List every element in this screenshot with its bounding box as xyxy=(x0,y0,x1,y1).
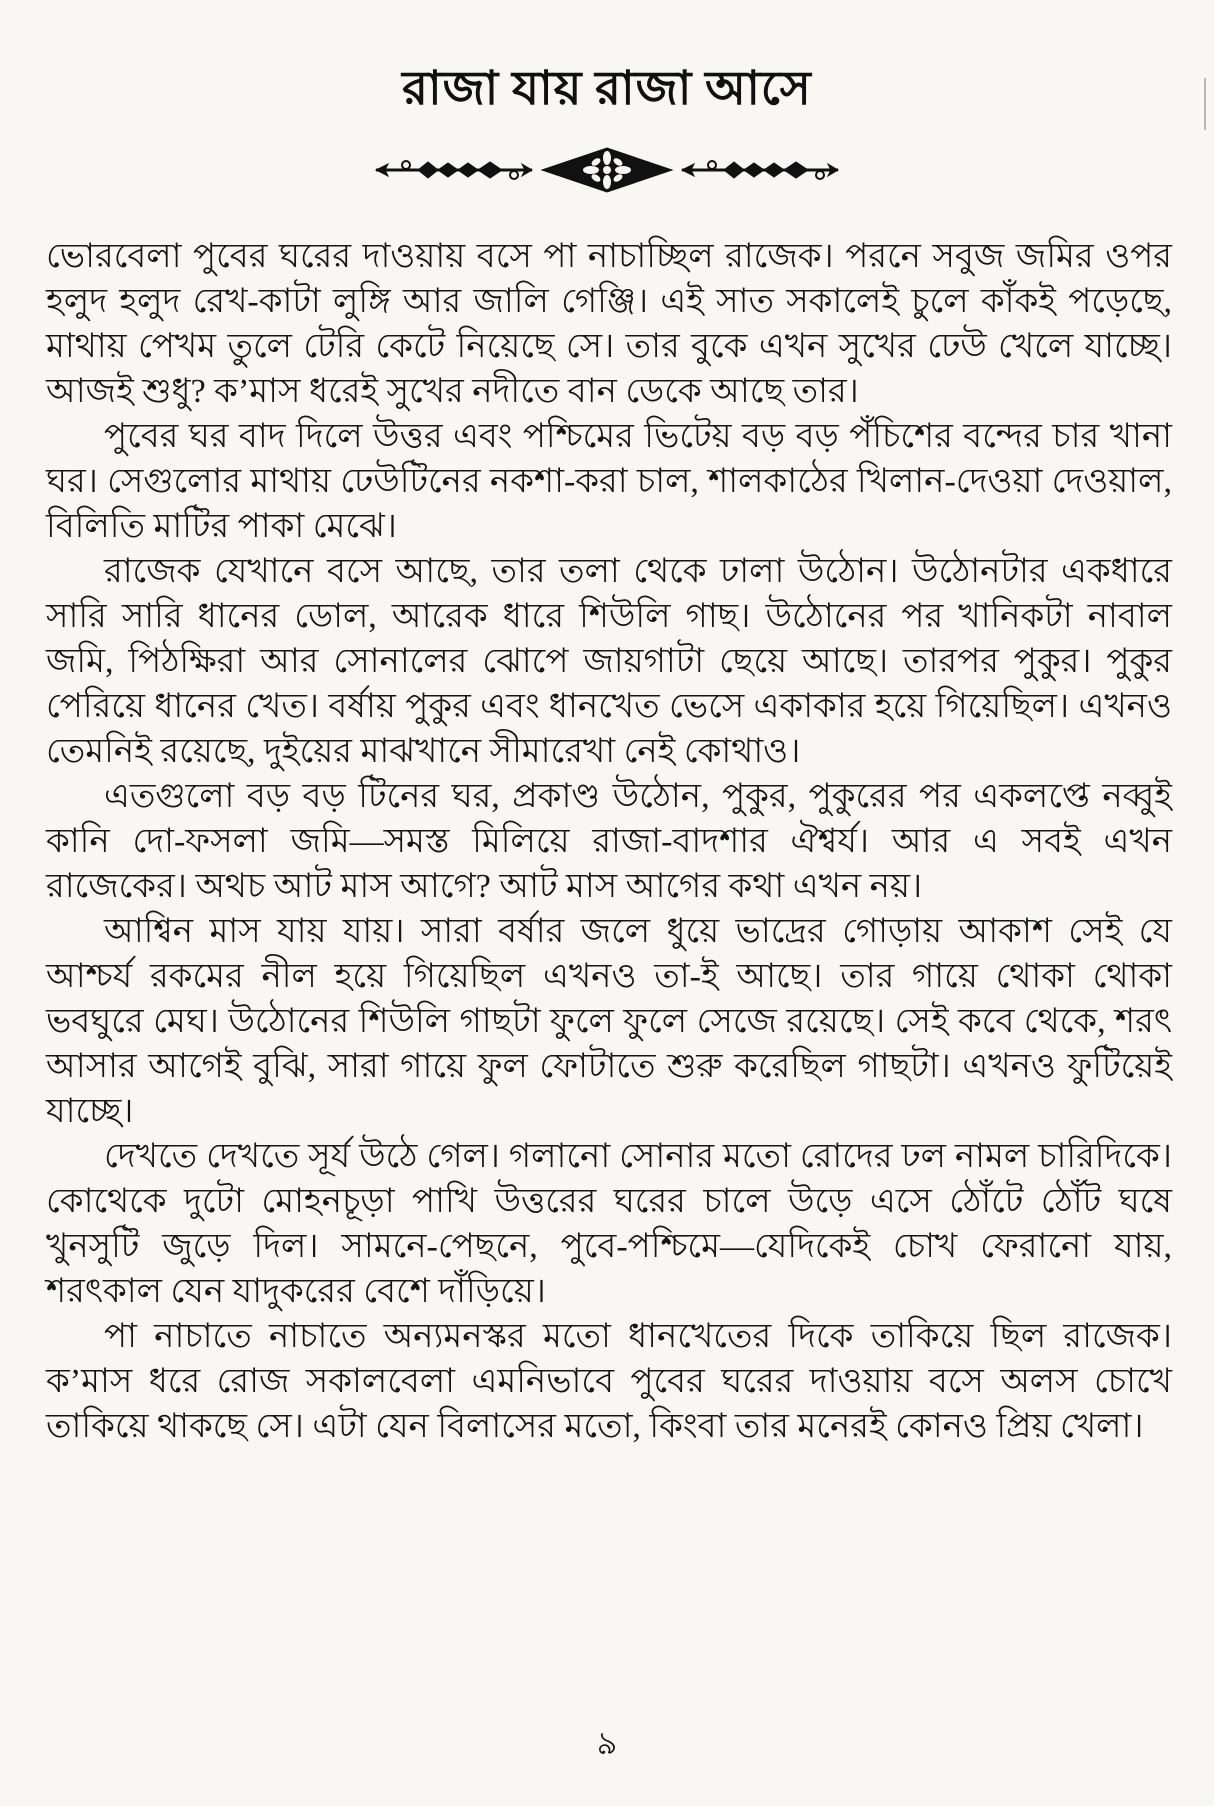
body-paragraph: ভোরবেলা পুবের ঘরের দাওয়ায় বসে পা নাচাচ্ছিল রাজেক। পরনে সবুজ জমির ওপর হলুদ হলুদ রেখ-কাটা লুঙ্গি আর জালি গেঞ্জি। এই সাত সকালেই চুলে কাঁকই পড়েছে, মাথায় পেখম তুলে টেরি কেটে নিয়েছে সে। তার বুকে এখন সুখের ঢেউ খেলে যাচ্ছে। আজই শুধু? ক’মাস ধরেই সুখের নদীতে বান ডেকে আছে তার। xyxy=(46,238,1172,410)
page-number: ৯ xyxy=(596,1725,618,1761)
body-paragraph: পা নাচাতে নাচাতে অন্যমনস্কর মতো ধানখেতের দিকে তাকিয়ে ছিল রাজেক। ক’মাস ধরে রোজ সকালবেলা এমনিভাবে পুবের ঘরের দাওয়ায় বসে অলস চোখে তাকিয়ে থাকছে সে। এটা যেন বিলাসের মতো, কিংবা তার মনেরই কোনও প্রিয় খেলা। xyxy=(46,1318,1172,1445)
body-paragraph: এতগুলো বড় বড় টিনের ঘর, প্রকাণ্ড উঠোন, পুকুর, পুকুরের পর একলপ্তে নব্বুই কানি দো-ফসলা জমি—সমস্ত মিলিয়ে রাজা-বাদশার ঐশ্বর্য। আর এ সবই এখন রাজেকের। অথচ আট মাস আগে? আট মাস আগের কথা এখন নয়। xyxy=(46,778,1172,905)
ornament-divider-icon xyxy=(372,144,842,196)
body-paragraph: দেখতে দেখতে সূর্য উঠে গেল। গলানো সোনার মতো রোদের ঢল নামল চারিদিকে। কোথেকে দুটো মোহনচূড়া পাখি উত্তরের ঘরের চালে উড়ে এসে ঠোঁটে ঠোঁট ঘষে খুনসুটি জুড়ে দিল। সামনে-পেছনে, পুবে-পশ্চিমে—যেদিকেই চোখ ফেরানো যায়, শরৎকাল যেন যাদুকরের বেশে দাঁড়িয়ে। xyxy=(46,1138,1172,1310)
scan-artifact-line xyxy=(1204,78,1206,130)
body-paragraph: পুবের ঘর বাদ দিলে উত্তর এবং পশ্চিমের ভিটেয় বড় বড় পঁচিশের বন্দের চার খানা ঘর। সেগুলোর মাথায় ঢেউটিনের নকশা-করা চাল, শালকাঠের খিলান-দেওয়া দেওয়াল, বিলিতি মাটির পাকা মেঝে। xyxy=(46,418,1172,545)
chapter-title: রাজা যায় রাজা আসে xyxy=(402,63,812,115)
body-text xyxy=(46,234,1172,1449)
body-paragraph: আশ্বিন মাস যায় যায়। সারা বর্ষার জলে ধুয়ে ভাদ্রের গোড়ায় আকাশ সেই যে আশ্চর্য রকমের নীল হয়ে গিয়েছিল এখনও তা-ই আছে। তার গায়ে থোকা থোকা ভবঘুরে মেঘ। উঠোনের শিউলি গাছটা ফুলে ফুলে সেজে রয়েছে। সেই কবে থেকে, শরৎ আসার আগেই বুঝি, সারা গায়ে ফুল ফোটাতে শুরু করেছিল গাছটা। এখনও ফুটিয়েই যাচ্ছে। xyxy=(46,913,1172,1130)
body-paragraph: রাজেক যেখানে বসে আছে, তার তলা থেকে ঢালা উঠোন। উঠোনটার একধারে সারি সারি ধানের ডোল, আরেক ধারে শিউলি গাছ। উঠোনের পর খানিকটা নাবাল জমি, পিঠক্ষিরা আর সোনালের ঝোপে জায়গাটা ছেয়ে আছে। তারপর পুকুর। পুকুর পেরিয়ে ধানের খেত। বর্ষায় পুকুর এবং ধানখেত ভেসে একাকার হয়ে গিয়েছিল। এখনও তেমনিই রয়েছে, দুইয়ের মাঝখানে সীমারেখা নেই কোথাও। xyxy=(46,553,1172,770)
